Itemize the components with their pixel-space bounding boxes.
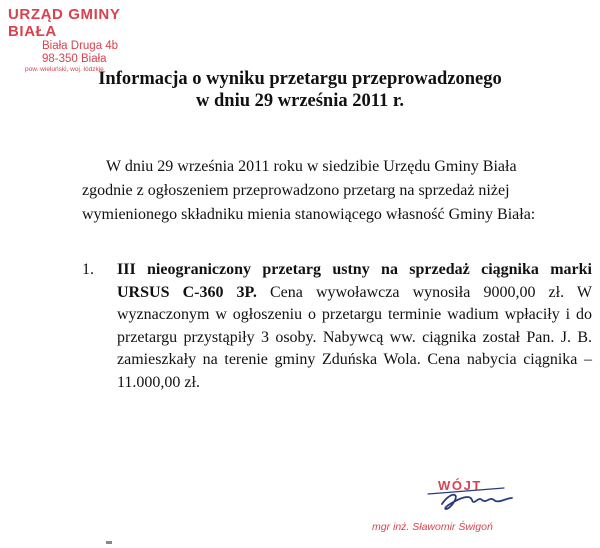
- list-item-text: Cena wywoławcza wynosiła 9000,00 zł. W wyznaczonym w ogłoszeniu o przetargu terminie wadium wpłaciły i do przetargu przystąpiły 3 osoby. Nabywcą ww. ciągnika został Pan. J. B. zamieszkały na terenie gminy Zduńska Wola. Cena nabycia ciągnika – 11.000,00 zł.: [117, 283, 592, 391]
- signature-underline: [428, 488, 504, 494]
- signature-stroke: [442, 495, 512, 509]
- list-item: [82, 259, 592, 394]
- list-item-body: [117, 259, 592, 394]
- document-title-line1: Informacja o wyniku przetargu przeprowadzonego: [98, 69, 502, 89]
- intro-paragraph: [82, 155, 595, 227]
- handwritten-signature: [420, 478, 530, 518]
- intro-line-3: wymienionego składniku mienia stanowiącego własność Gminy Biała:: [82, 206, 536, 223]
- stamp-region: pow. wieluński, woj. łódzkie: [25, 66, 104, 73]
- document-title-line2: w dniu 29 września 2011 r.: [196, 91, 404, 111]
- stamp-street: Biała Druga 4b: [42, 40, 119, 52]
- intro-line-2: zgodnie z ogłoszeniem przeprowadzono przetarg na sprzedaż niżej: [82, 182, 510, 199]
- signatory-name: mgr inż. Sławomir Świgoń: [372, 521, 493, 533]
- stamp-office-name: URZĄD GMINY BIAŁA: [8, 6, 121, 40]
- list-item-number: 1.: [82, 261, 94, 278]
- list-item-bold-text: III nieograniczony przetarg ustny na sprzedaż ciągnika marki URSUS C-360 3P.: [117, 261, 592, 301]
- stamp-postal: 98-350 Biała: [42, 52, 107, 65]
- signature-role: WÓJT: [438, 478, 482, 493]
- document-title: [0, 68, 600, 112]
- official-stamp: [8, 6, 158, 74]
- scan-mark: [106, 541, 112, 544]
- intro-line-1: W dniu 29 września 2011 roku w siedzibie Urzędu Gminy Biała: [106, 158, 517, 175]
